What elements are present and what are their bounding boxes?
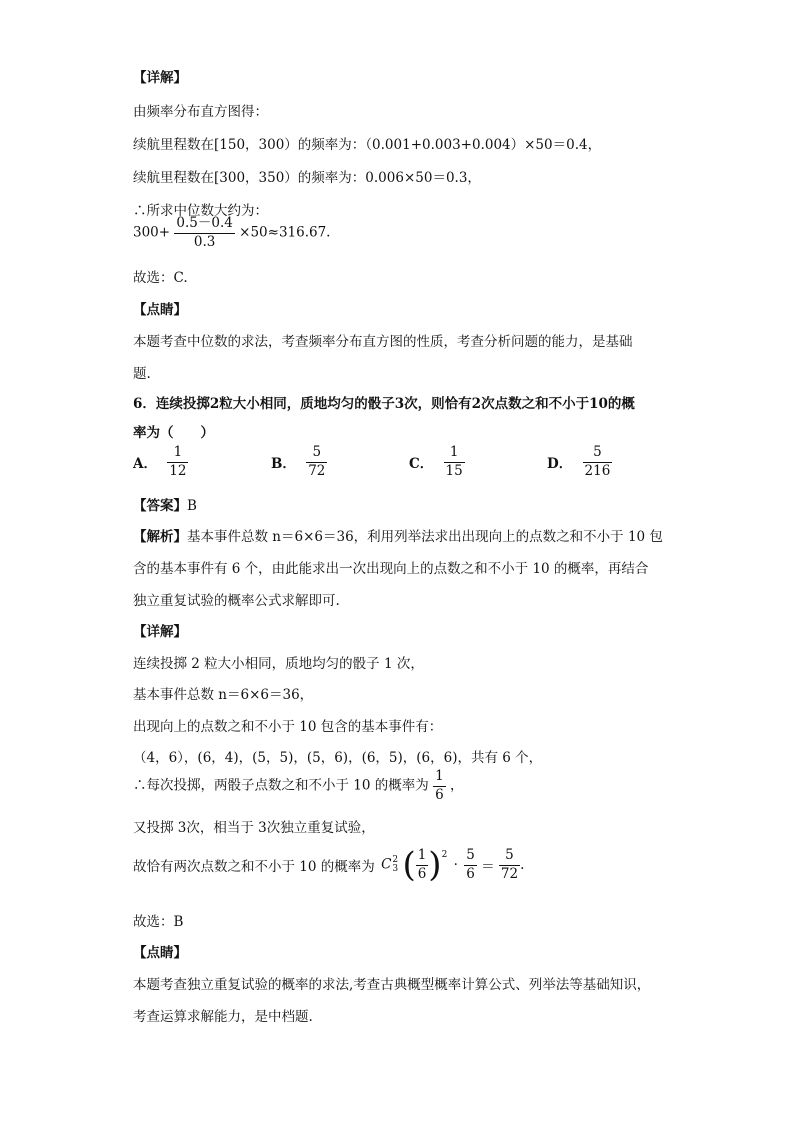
- option-d: [547, 446, 612, 478]
- solution-line: 续航里程数在[300，350）的频率为：0.006×50＝0.3，: [133, 170, 481, 186]
- comment-heading: 【点睛】: [133, 945, 187, 961]
- median-formula: [133, 217, 330, 249]
- fraction-denominator: 72: [500, 865, 519, 882]
- formula-fraction: [174, 217, 234, 249]
- fraction-numerator: 5: [306, 446, 327, 463]
- fraction-numerator: 1: [433, 770, 446, 787]
- question-stem: 6．连续投掷2粒大小相同，质地均匀的骰子3次，则恰有2次点数之和不小于10的概: [133, 396, 635, 412]
- option-label: A．: [133, 456, 157, 472]
- solution-line: 连续投掷 2 粒大小相同，质地均匀的骰子 1 次，: [133, 656, 424, 672]
- detail-heading: 【详解】: [133, 70, 187, 86]
- solution-line: 又投掷 3次，相当于 3次独立重复试验，: [133, 820, 375, 836]
- probability-text: ∴每次投掷，两骰子点数之和不小于 10 的概率为: [133, 777, 429, 794]
- left-paren: (: [402, 845, 416, 885]
- combination-subscript: 3: [392, 864, 399, 874]
- fraction-numerator: 5: [583, 446, 613, 463]
- formula-prefix: 300+: [133, 224, 171, 241]
- option-label: C．: [409, 456, 434, 472]
- equals-sign: ＝: [481, 859, 495, 875]
- choice-line: 故选：B: [133, 914, 184, 930]
- analysis-line: 含的基本事件有 6 个，由此能求出一次出现向上的点数之和不小于 10 的概率，再结合: [133, 561, 649, 577]
- dot-operator: ·: [453, 857, 458, 873]
- fraction-denominator: 0.3: [193, 233, 216, 250]
- comment-line: 考查运算求解能力，是中档题.: [133, 1009, 313, 1025]
- fraction-numerator: 1: [416, 849, 429, 866]
- fraction-denominator: 216: [584, 462, 611, 479]
- analysis-text: 基本事件总数 n＝6×6＝36，利用列举法求出出现向上的点数之和不小于 10 包: [187, 529, 663, 545]
- comment-line: 题.: [133, 366, 151, 382]
- second-fraction: [464, 849, 477, 881]
- fraction-denominator: 15: [445, 462, 463, 479]
- probability-fraction: [433, 770, 446, 802]
- option-fraction: [306, 446, 327, 478]
- final-formula-text: 故恰有两次点数之和不小于 10 的概率为: [133, 859, 375, 875]
- inner-fraction: [416, 849, 429, 881]
- option-c: [409, 446, 465, 478]
- formula-suffix: ×50≈316.67.: [239, 224, 331, 241]
- fraction-numerator: 0.5－0.4: [174, 217, 234, 234]
- combination-superscript: 2: [392, 855, 399, 865]
- comment-line: 本题考查独立重复试验的概率的求法,考查古典概型概率计算公式、列举法等基础知识，: [133, 977, 651, 993]
- combination-letter: C: [381, 856, 392, 873]
- probability-suffix: ，: [449, 777, 464, 794]
- fraction-denominator: 6: [417, 865, 427, 882]
- final-formula-line: [133, 845, 525, 885]
- option-fraction: [444, 446, 465, 478]
- fraction-denominator: 12: [169, 462, 187, 479]
- right-paren: ): [428, 845, 442, 885]
- analysis-line: 独立重复试验的概率公式求解即可.: [133, 593, 340, 609]
- option-b: [271, 446, 327, 478]
- detail-heading: 【详解】: [133, 624, 187, 640]
- solution-line: 由频率分布直方图得：: [133, 104, 268, 120]
- exponent: 2: [441, 850, 448, 860]
- solution-line: 续航里程数在[150，300）的频率为：（0.001+0.003+0.004）×50＝0.4，: [133, 137, 602, 153]
- fraction-numerator: 5: [464, 849, 477, 866]
- fraction-numerator: 1: [167, 446, 188, 463]
- option-label: B．: [271, 456, 296, 472]
- option-fraction: [167, 446, 188, 478]
- answer-value: B: [187, 498, 197, 514]
- comment-heading: 【点睛】: [133, 302, 187, 318]
- final-period: .: [520, 857, 525, 873]
- question-stem: 率为（ ）: [133, 425, 214, 441]
- solution-line: 出现向上的点数之和不小于 10 包含的基本事件有：: [133, 719, 443, 735]
- fraction-denominator: 72: [308, 462, 326, 479]
- fraction-numerator: 5: [499, 849, 520, 866]
- analysis-line: [133, 525, 663, 545]
- choice-line: 故选：C.: [133, 270, 188, 286]
- combination-symbol: [381, 856, 398, 874]
- probability-line: [133, 770, 463, 802]
- solution-line: ∴所求中位数大约为：: [133, 203, 268, 219]
- fraction-numerator: 1: [444, 446, 465, 463]
- option-a: [133, 446, 188, 478]
- fraction-denominator: 6: [466, 865, 475, 882]
- option-label: D．: [547, 456, 573, 472]
- solution-line: （4，6），(6，4)，(5，5)，(5，6)，(6，5)，(6，6)，共有 6 个，: [133, 750, 543, 766]
- result-fraction: [499, 849, 520, 881]
- comment-line: 本题考查中位数的求法，考查频率分布直方图的性质，考查分析问题的能力，是基础: [133, 334, 633, 350]
- option-fraction: [583, 446, 613, 478]
- solution-line: 基本事件总数 n＝6×6＝36，: [133, 687, 314, 703]
- answer-tag: 【答案】: [133, 498, 187, 514]
- analysis-tag: 【解析】: [133, 529, 187, 545]
- answer-line: [133, 494, 197, 514]
- fraction-denominator: 6: [435, 786, 444, 803]
